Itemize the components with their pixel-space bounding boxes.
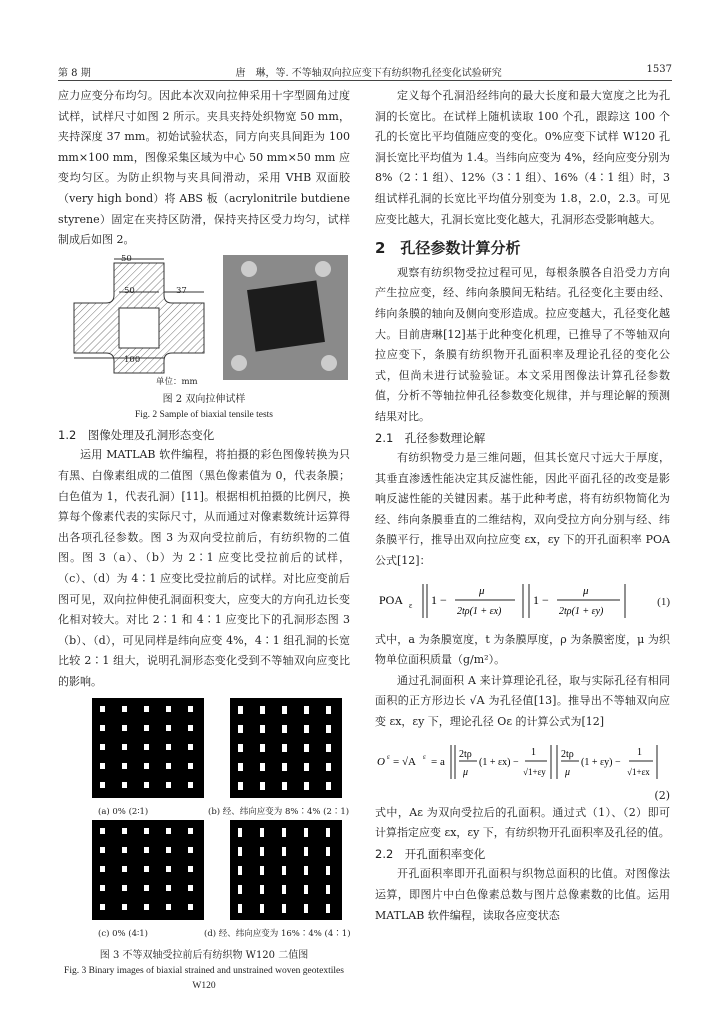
svg-text:√1+εy: √1+εy: [523, 766, 546, 777]
pore-dot: [304, 885, 308, 894]
pore-dot: [100, 763, 105, 769]
pore-dot: [100, 885, 105, 891]
pore-dot: [166, 885, 171, 891]
pore-dot: [238, 904, 242, 913]
svg-text:1 −: 1 −: [431, 592, 447, 607]
left-column: [58, 86, 350, 994]
fig2-caption-en: Fig. 2 Sample of biaxial tensile tests: [135, 409, 273, 420]
pore-dot: [260, 744, 265, 752]
pore-dot: [188, 744, 193, 750]
pore-dot: [238, 706, 243, 714]
section-2-heading: 2 孔径参数计算分析: [375, 239, 521, 258]
pore-dot: [188, 706, 193, 712]
pore-dot: [188, 763, 193, 769]
pore-dot: [188, 782, 193, 788]
running-header: [58, 64, 672, 79]
pore-dot: [100, 904, 105, 910]
issue-number: 第 8 期: [58, 68, 91, 79]
binary-image-d: [230, 820, 342, 920]
pore-dot: [144, 706, 149, 712]
pore-dot: [122, 904, 127, 910]
svg-text:√1+εx: √1+εx: [627, 766, 650, 777]
pore-dot: [122, 763, 127, 769]
pore-dot: [188, 866, 193, 872]
bolt-icon: [241, 261, 257, 277]
label-b: (b) 经、纬向应变为 8%∶4% (2∶1): [208, 807, 350, 818]
pore-dot: [326, 782, 331, 790]
pore-dot: [166, 744, 171, 750]
pore-dot: [282, 744, 287, 752]
bolt-icon: [231, 355, 247, 371]
pore-dot: [166, 725, 171, 731]
pore-dot: [122, 828, 127, 834]
figure-2: [58, 255, 350, 390]
pore-dot: [166, 706, 171, 712]
pore-dot: [326, 828, 330, 837]
pore-dot: [304, 866, 308, 875]
pore-dot: [326, 885, 330, 894]
svg-text:1 −: 1 −: [533, 592, 549, 607]
equation-1-notes: 式中，a 为条膜宽度，t 为条膜厚度，ρ 为条膜密度，μ 为织物单位面积质量（g/m²）。: [375, 632, 670, 667]
equation-2-notes: 式中，Aε 为双向受拉后的孔面积。通过式（1）、（2）即可计算指定应变 εx，εy 下，有纺织物开孔面积率及孔径的值。: [375, 805, 670, 840]
pore-dot: [166, 904, 171, 910]
dim-side: 37: [176, 285, 187, 296]
pore-dot: [282, 904, 286, 913]
pore-dot: [188, 725, 193, 731]
pore-dot: [326, 763, 331, 771]
section-1-2-heading: 1.2 图像处理及孔洞形态变化: [58, 427, 215, 442]
pore-dot: [100, 828, 105, 834]
svg-text:POA: POA: [379, 592, 404, 607]
pore-dot: [100, 725, 105, 731]
pore-dot: [166, 866, 171, 872]
pore-dot: [144, 782, 149, 788]
pore-dot: [304, 725, 309, 733]
svg-text:(1 + εy) −: (1 + εy) −: [581, 756, 621, 768]
pore-dot: [260, 828, 264, 837]
unit-label: 单位：mm: [156, 376, 198, 387]
pore-dot: [326, 866, 330, 875]
pore-dot: [238, 866, 242, 875]
pore-dot: [122, 885, 127, 891]
pore-dot: [304, 828, 308, 837]
right-column: [375, 86, 670, 926]
svg-text:2tρ: 2tρ: [459, 748, 472, 760]
pore-dot: [282, 706, 287, 714]
pore-dot: [282, 885, 286, 894]
svg-text:(1 + εx) −: (1 + εx) −: [479, 756, 519, 768]
figure-3: [58, 698, 350, 948]
pore-dot: [144, 866, 149, 872]
fig2-caption-cn: 图 2 双向拉伸试样: [162, 393, 246, 405]
pore-dot: [238, 763, 243, 771]
pore-dot: [144, 885, 149, 891]
binary-image-c: [92, 820, 204, 920]
svg-text:O: O: [377, 755, 385, 768]
svg-text:ε: ε: [387, 752, 390, 761]
pore-dot: [304, 782, 309, 790]
pore-dot: [144, 904, 149, 910]
fabric-photo-center: [247, 280, 325, 351]
aspect-ratio-paragraph: 定义每个孔洞沿经纬向的最大长度和最大宽度之比为孔洞的长宽比。在试样上随机读取 100 个孔，跟踪这 100 个孔的长宽比平均值随应变的变化。0%应变下试样 W120 孔洞长宽比平均值为 1.4。当纬向应变为 4%，经向应变分别为 8%（2∶1 组）、12%（3∶1 组）、16%（4∶1 组）时，3 组试样孔洞的长宽比平均值分别变为 1.8，2.0，2.3。可见应变比越大，孔洞长宽比变化越大，孔洞形态受影响越大。: [375, 89, 670, 226]
svg-text:μ: μ: [463, 766, 469, 778]
equation-2-number: (2): [654, 788, 670, 802]
pore-dot: [260, 706, 265, 714]
svg-text:= √A: = √A: [393, 755, 416, 768]
equation-1: [375, 578, 670, 624]
label-a: (a) 0% (2∶1): [98, 807, 149, 818]
bolt-icon: [315, 261, 331, 277]
equation-1-number: (1): [657, 595, 670, 608]
pore-dot: [122, 725, 127, 731]
pore-dot: [144, 828, 149, 834]
pore-dot: [304, 904, 308, 913]
pore-dot: [188, 847, 193, 853]
svg-text:= a: = a: [431, 755, 445, 768]
pore-dot: [144, 847, 149, 853]
pore-dot: [304, 763, 309, 771]
pore-dot: [238, 725, 243, 733]
pore-dot: [166, 763, 171, 769]
pore-dot: [122, 866, 127, 872]
binary-image-b: [230, 698, 342, 798]
binary-image-a: [92, 698, 204, 798]
svg-text:2tρ(1 + εx): 2tρ(1 + εx): [457, 605, 502, 617]
svg-text:2tρ: 2tρ: [561, 748, 574, 760]
section-2-2-paragraph: 开孔面积率即开孔面积与织物总面积的比值。对图像法运算，即图片中白色像素总数与图片总像素数的比值。运用 MATLAB 软件编程，读取各应变状态: [375, 867, 670, 922]
pore-dot: [326, 904, 330, 913]
pore-dot: [122, 782, 127, 788]
svg-text:1: 1: [531, 746, 536, 758]
fig3-caption-cn: 图 3 不等双轴受拉前后有纺织物 W120 二值图: [99, 950, 309, 962]
pore-dot: [144, 725, 149, 731]
pore-dot: [100, 847, 105, 853]
pore-dot: [326, 706, 331, 714]
pore-dot: [260, 904, 264, 913]
svg-text:μ: μ: [583, 584, 589, 597]
pore-dot: [122, 706, 127, 712]
pore-dot: [282, 866, 286, 875]
pore-dot: [260, 866, 264, 875]
pore-dot: [260, 847, 264, 856]
label-c: (c) 0% (4∶1): [98, 929, 148, 940]
label-d: (d) 经、纬向应变为 16%∶4% (4∶1): [204, 929, 351, 940]
pore-dot: [144, 763, 149, 769]
pore-dot: [122, 744, 127, 750]
equation-1-formula: [375, 578, 630, 624]
pore-dot: [166, 782, 171, 788]
pore-dot: [282, 763, 287, 771]
pore-dot: [260, 782, 265, 790]
sample-photo: [223, 255, 348, 380]
section-2-paragraph: 观察有纺织物受拉过程可见，每根条膜各自沿受力方向产生拉应变，经、纬向条膜间无粘结。孔径变化主要由经、纬向条膜的轴向及侧向变形造成。拉应变越大，孔径变化越大。目前唐琳[12]基于此种变化机理，已推导了不等轴双向拉应变下，条膜有纺织物开孔面积率及理论孔径的变化公式，但尚未进行试验验证。本文采用图像法计算孔径参数值，分析不等轴拉伸孔径参数变化规律，并与理论解的预测结果对比。: [375, 265, 670, 423]
svg-text:ε: ε: [409, 600, 413, 610]
pore-dot: [166, 828, 171, 834]
running-title: 唐 琳，等. 不等轴双向拉应变下有纺织物孔径变化试验研究: [235, 68, 502, 79]
pore-dot: [238, 828, 242, 837]
equation-2-intro: 通过孔洞面积 A 来计算理论孔径，取与实际孔径有相同面积的正方形边长 √A 为孔径值[13]。推导出不等轴双向应变 εx，εy 下，理论孔径 Oε 的计算公式为[12]: [375, 673, 670, 729]
pore-dot: [282, 725, 287, 733]
section-2-2-heading: 2.2 开孔面积率变化: [375, 846, 486, 861]
cross-sample-drawing: [66, 255, 216, 380]
svg-text:μ: μ: [479, 584, 485, 597]
pore-dot: [238, 744, 243, 752]
intro-paragraph: 应力应变分布均匀。因此本次双向拉伸采用十字型圆角过度试样，试样尺寸如图 2 所示。夹具夹持处织物宽 50 mm，夹持深度 37 mm。初始试验状态，同方向夹具间距为 100 mm×100 mm，图像采集区域为中心 50 mm×50 mm 应变均匀区。为防止织物与夹具间滑动，采用 VHB 双面胶（very high bond）将 ABS 板（acrylonitrile butdiene styrene）固定在夹持区防滑，保持夹持区受力均匀，试样制成后如图 2。: [58, 89, 350, 247]
pore-dot: [282, 828, 286, 837]
pore-dot: [166, 847, 171, 853]
equation-2-formula: [375, 739, 665, 783]
pore-dot: [282, 847, 286, 856]
pore-dot: [282, 782, 287, 790]
pore-dot: [304, 744, 309, 752]
pore-dot: [260, 885, 264, 894]
pore-dot: [100, 744, 105, 750]
svg-text:2tρ(1 + εy): 2tρ(1 + εy): [559, 605, 604, 617]
pore-dot: [238, 885, 242, 894]
section-2-1-heading: 2.1 孔径参数理论解: [375, 430, 486, 445]
svg-text:1: 1: [637, 746, 642, 758]
pore-dot: [188, 885, 193, 891]
fig3-caption-en: Fig. 3 Binary images of biaxial strained and unstrained woven geotextiles W120: [64, 966, 344, 992]
section-1-2-paragraph: 运用 MATLAB 软件编程，将拍摄的彩色图像转换为只有黑、白像素组成的二值图（黑色像素值为 0，代表条膜；白色值为 1，代表孔洞）[11]。根据相机拍摄的比例尺，换算每个像素代表的实际尺寸，从而通过对像素数统计运算得出各项孔径参数。图 3 为双向受拉前后，有纺织物的二值图。图 3（a）、（b）为 2∶1 应变比受拉前后的试样，（c）、（d）为 4∶1 应变比受拉前后的试样。对比应变前后图可见，双向拉伸使孔洞面积变大，应变大的方向孔边长变化相对较大。对比 2∶1 和 4∶1 应变比下的孔洞形态图 3（b）、（d），可见同样是纬向应变 4%，4∶1 组孔洞的长宽比较 2∶1 组大，说明孔洞形态变化受到不等轴双向应变比的影响。: [58, 448, 350, 688]
pore-dot: [260, 763, 265, 771]
pore-dot: [326, 725, 331, 733]
header-rule: [58, 80, 672, 81]
pore-dot: [326, 847, 330, 856]
pore-dot: [304, 847, 308, 856]
pore-dot: [326, 744, 331, 752]
pore-dot: [238, 847, 242, 856]
equation-2: [375, 739, 670, 783]
page-number: 1537: [646, 64, 672, 75]
svg-text:ε: ε: [423, 752, 426, 761]
pore-dot: [304, 706, 309, 714]
dim-mid: 50: [124, 285, 135, 296]
pore-dot: [260, 725, 265, 733]
pore-dot: [188, 828, 193, 834]
section-2-1-paragraph: 有纺织物受力是三维问题，但其长宽尺寸远大于厚度，其垂直渗透性能决定其反滤性能，因此平面孔径的改变是影响反滤性能的关键因素。基于此种考虑，将有纺织物简化为经、纬向条膜垂直的二维结构，双向受拉方向分别与经、纬条膜平行，推导出双向拉应变 εx，εy 下的开孔面积率 POA公式[12]：: [375, 451, 670, 568]
dim-top: 50: [121, 253, 132, 264]
pore-dot: [188, 904, 193, 910]
dim-bottom: 100: [124, 354, 141, 365]
pore-dot: [144, 744, 149, 750]
bolt-icon: [321, 355, 337, 371]
svg-text:μ: μ: [565, 766, 571, 778]
pore-dot: [100, 782, 105, 788]
pore-dot: [122, 847, 127, 853]
pore-dot: [100, 706, 105, 712]
pore-dot: [100, 866, 105, 872]
pore-dot: [238, 782, 243, 790]
